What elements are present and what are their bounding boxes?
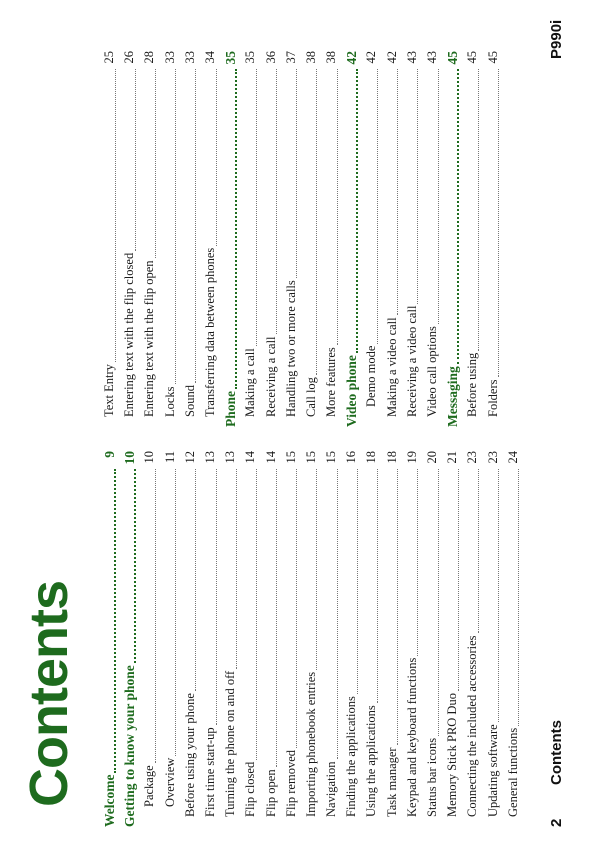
toc-entry[interactable] [203,51,223,427]
dot-leader [155,69,156,258]
toc-entry[interactable] [183,451,203,827]
toc-entry-page-number: 23 [465,451,480,464]
dot-leader [316,469,317,670]
toc-entry-label: Flip open [263,769,278,817]
dot-leader [397,69,398,315]
toc-entry-page-number: 25 [102,51,116,64]
toc-column-right [102,51,506,427]
toc-entry-label: Memory Stick PRO Duo [445,693,460,817]
dot-leader [134,469,136,663]
dot-leader [276,469,277,767]
toc-entry[interactable] [364,51,384,427]
toc-entry-label: Text Entry [102,364,116,417]
toc-entry-label: Making a video call [384,317,399,417]
dot-leader [518,469,519,726]
dot-leader [236,469,237,669]
toc-entry-label: Demo mode [364,345,379,407]
toc-entry-page-number: 10 [122,451,138,465]
toc-entry[interactable] [405,51,425,427]
toc-entry[interactable] [122,451,142,827]
toc-entry-label: Welcome [102,774,117,827]
toc-entry-label: Status bar icons [425,737,439,817]
toc-entry[interactable] [264,451,284,827]
toc-entry-label: Package [142,765,157,807]
toc-entry[interactable] [465,51,485,427]
toc-entry-page-number: 42 [384,51,399,64]
dot-leader [175,69,176,384]
dot-leader [357,469,358,694]
toc-entry[interactable] [465,451,485,827]
toc-entry-label: Before using [465,352,480,417]
toc-entry[interactable] [183,51,203,427]
toc-entry[interactable] [385,51,405,427]
toc-entry[interactable] [445,51,465,427]
toc-entry[interactable] [243,451,263,827]
toc-entry[interactable] [102,451,122,827]
toc-entry-page-number: 10 [142,451,157,464]
toc-entry-page-number: 36 [263,51,278,64]
dot-leader [276,69,277,334]
toc-entry[interactable] [284,451,304,827]
toc-entry[interactable] [264,51,284,427]
toc-entry-page-number: 35 [243,51,258,64]
toc-entry-label: Turning the phone on and off [223,670,238,817]
dot-leader [417,69,418,304]
dot-leader [115,69,116,362]
footer-model-name: P990i [548,19,565,59]
dot-leader [478,469,479,633]
toc-entry-page-number: 14 [243,451,258,464]
toc-entry-page-number: 24 [505,451,520,464]
dot-leader [216,469,217,725]
toc-entry[interactable] [506,451,526,827]
toc-entry-label: Flip closed [243,761,258,817]
toc-entry-label: Sound [182,385,197,417]
toc-entry[interactable] [223,51,243,427]
dot-leader [256,469,257,760]
toc-entry-label: Finding the applications [344,696,359,817]
toc-entry-page-number: 28 [142,51,157,64]
dot-leader [337,469,338,759]
toc-entry[interactable] [163,451,183,827]
dot-leader [498,69,499,378]
toc-entry-label: Task manager [384,747,399,817]
toc-entry-page-number: 45 [465,51,480,64]
toc-entry[interactable] [344,51,364,427]
dot-leader [155,469,156,763]
dot-leader [397,469,398,745]
footer-page-number: 2 [548,818,565,827]
toc-entry[interactable] [102,51,122,427]
toc-entry-label: Phone [223,390,239,427]
toc-entry-page-number: 18 [384,451,399,464]
dot-leader [175,469,176,756]
toc-entry-label: Video phone [344,355,360,427]
dot-leader [135,69,136,251]
toc-entry-label: More features [324,347,339,417]
toc-entry[interactable] [284,51,304,427]
toc-entry-page-number: 37 [283,51,298,64]
toc-entry-page-number: 35 [223,51,239,65]
toc-entry-page-number: 33 [162,51,177,64]
toc-entry-label: Call log [303,377,318,417]
dot-leader [296,69,297,278]
toc-entry-label: Importing phonebook entries [303,671,318,817]
toc-entry[interactable] [344,451,364,827]
toc-entry-page-number: 19 [404,451,419,464]
dot-leader [195,469,196,691]
toc-entry-label: Receiving a call [263,336,278,417]
toc-entry[interactable] [486,51,506,427]
dot-leader [478,69,479,351]
dot-leader [216,69,217,246]
toc-entry[interactable] [243,51,263,427]
toc-entry-label: Getting to know your phone [122,665,138,827]
toc-entry-page-number: 20 [425,451,439,464]
toc-entry[interactable] [385,451,405,827]
dot-leader [296,469,297,748]
toc-entry-page-number: 45 [485,51,500,64]
dot-leader [256,69,257,346]
toc-entry[interactable] [163,51,183,427]
footer-section-name: Contents [548,720,565,785]
toc-entry-page-number: 33 [182,51,197,64]
toc-entry[interactable] [486,451,506,827]
toc-entry-page-number: 15 [303,451,318,464]
toc-entry-label: Navigation [324,761,339,817]
toc-entry[interactable] [122,51,142,427]
toc-entry-label: Keypad and keyboard functions [404,657,419,817]
toc-entry-label: Entering text with the flip open [142,260,157,417]
toc-entry-label: Flip removed [283,749,298,817]
dot-leader [377,69,378,344]
page-title: Contents [19,581,79,807]
toc-entry[interactable] [445,451,465,827]
toc-entry-label: Overview [162,757,177,807]
toc-entry-page-number: 13 [202,451,217,464]
toc-entry-label: Connecting the included accessories [465,635,480,817]
dot-leader [438,469,439,736]
toc-entry-label: Transferring data between phones [202,247,217,417]
toc-entry-page-number: 11 [162,451,177,464]
dot-leader [458,469,459,691]
toc-entry[interactable] [425,451,445,827]
toc-entry[interactable] [142,451,162,827]
dot-leader [417,469,418,656]
toc-entry-label: Messaging [445,366,461,427]
toc-entry[interactable] [324,51,344,427]
dot-leader [498,469,499,722]
toc-entry-page-number: 42 [364,51,379,64]
toc-entry-label: Entering text with the flip closed [122,252,137,417]
toc-entry-label: Making a call [243,348,258,417]
toc-entry-page-number: 38 [324,51,339,64]
dot-leader [195,69,196,383]
toc-entry-page-number: 15 [324,451,339,464]
toc-entry-page-number: 23 [485,451,500,464]
toc-entry-label: Using the applications [364,705,379,817]
toc-entry[interactable] [304,51,324,427]
toc-column-left [102,451,526,827]
toc-entry-page-number: 15 [283,451,298,464]
toc-entry-page-number: 18 [364,451,379,464]
toc-entry-page-number: 43 [425,51,439,64]
toc-entry[interactable] [223,451,243,827]
dot-leader [337,69,338,345]
dot-leader [438,69,439,324]
toc-entry-page-number: 38 [303,51,318,64]
toc-entry-label: Folders [485,379,500,417]
toc-entry-page-number: 42 [344,51,360,65]
toc-entry[interactable] [425,51,445,427]
toc-entry-label: Receiving a video call [404,305,419,417]
toc-entry[interactable] [304,451,324,827]
toc-entry-label: Video call options [425,326,439,417]
toc-entry-label: Updating software [485,724,500,817]
toc-entry-label: General functions [505,727,520,817]
toc-entry-page-number: 9 [102,451,117,458]
toc-entry-label: First time start-up [202,727,217,817]
toc-entry-page-number: 45 [445,51,461,65]
toc-entry-page-number: 34 [202,51,217,64]
toc-entry-label: Handling two or more calls [283,280,298,417]
dot-leader [235,69,237,389]
toc-entry-page-number: 21 [445,451,460,464]
dot-leader [457,69,459,364]
toc-entry[interactable] [405,451,425,827]
toc-entry-page-number: 26 [122,51,137,64]
toc-entry[interactable] [203,451,223,827]
toc-entry[interactable] [364,451,384,827]
toc-entry[interactable] [324,451,344,827]
toc-entry-label: Before using your phone [182,693,197,817]
toc-entry-page-number: 16 [344,451,359,464]
toc-entry-label: Locks [162,386,177,417]
dot-leader [377,469,378,703]
dot-leader [114,469,116,773]
dot-leader [356,69,358,353]
dot-leader [316,69,317,375]
toc-entry-page-number: 13 [223,451,238,464]
toc-entry-page-number: 43 [404,51,419,64]
toc-entry[interactable] [142,51,162,427]
toc-entry-page-number: 14 [263,451,278,464]
toc-entry-page-number: 12 [182,451,197,464]
